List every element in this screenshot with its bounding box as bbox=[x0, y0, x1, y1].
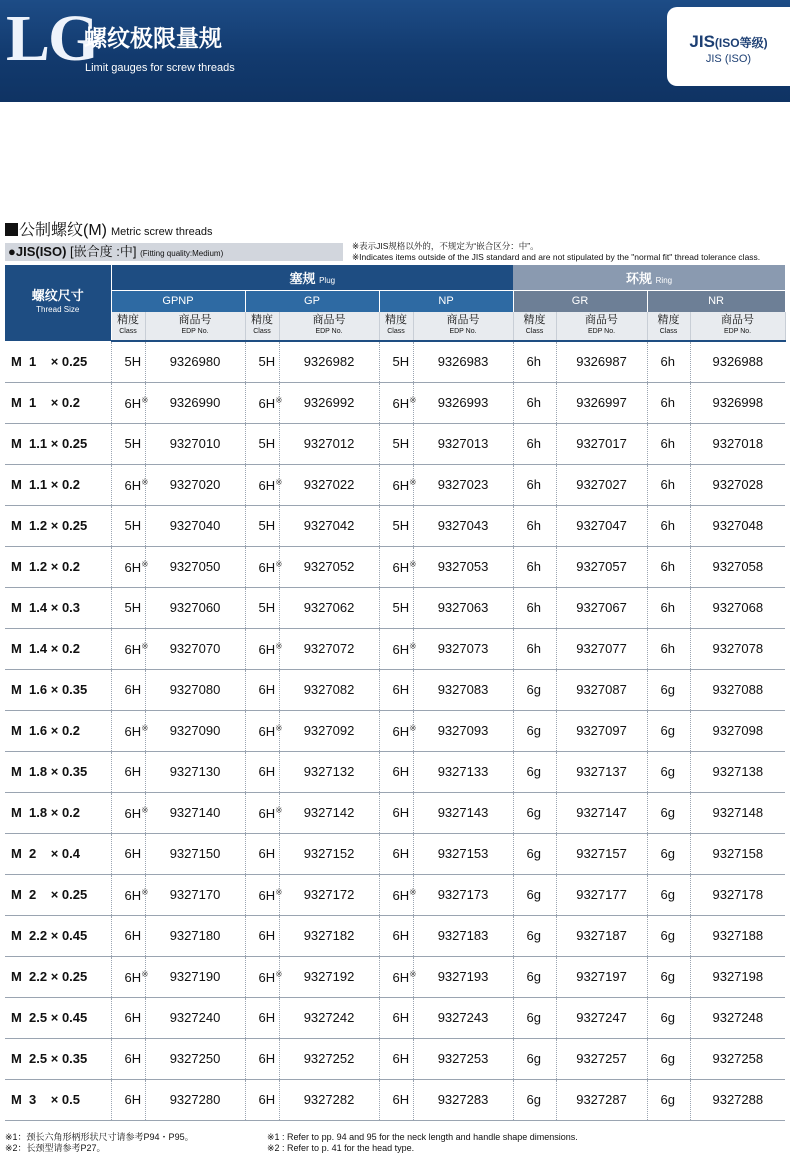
edp-cell: 9327057 bbox=[556, 546, 647, 587]
edp-cell: 9326997 bbox=[556, 382, 647, 423]
asterisk-mark: ※ bbox=[409, 394, 417, 405]
edp-cell: 9327012 bbox=[279, 423, 379, 464]
class-cell: 6H※ bbox=[379, 464, 413, 505]
class-cell: 6H※ bbox=[245, 382, 279, 423]
asterisk-mark: ※ bbox=[409, 476, 417, 487]
class-cell: 6h bbox=[647, 546, 690, 587]
class-cell: 6H bbox=[245, 997, 279, 1038]
group-header-np: NP bbox=[379, 290, 513, 312]
class-cell: 6H bbox=[379, 792, 413, 833]
thread-size-cell: M 1.6 × 0.2 bbox=[5, 710, 111, 751]
class-cell: 6H※ bbox=[379, 546, 413, 587]
class-cell: 5H bbox=[245, 505, 279, 546]
edp-cell: 9326988 bbox=[690, 341, 785, 382]
table-row bbox=[5, 464, 785, 505]
thread-size-cell: M 1.4 × 0.2 bbox=[5, 628, 111, 669]
edp-cell: 9327180 bbox=[145, 915, 245, 956]
class-cell: 6g bbox=[513, 997, 556, 1038]
class-column-header: 精度 Class bbox=[245, 312, 279, 341]
class-cell: 6g bbox=[513, 915, 556, 956]
group-header-nr: NR bbox=[647, 290, 785, 312]
class-cell: 6H※ bbox=[111, 464, 145, 505]
thread-size-cell: M 1.1 × 0.25 bbox=[5, 423, 111, 464]
standard-badge-sub: JIS (ISO) bbox=[705, 53, 752, 65]
class-cell: 6h bbox=[513, 423, 556, 464]
edp-cell: 9327072 bbox=[279, 628, 379, 669]
class-column-header: 精度 Class bbox=[513, 312, 556, 341]
edp-cell: 9327062 bbox=[279, 587, 379, 628]
edp-cell: 9327193 bbox=[413, 956, 513, 997]
class-cell: 5H bbox=[379, 505, 413, 546]
asterisk-mark: ※ bbox=[275, 394, 283, 405]
class-cell: 6H bbox=[111, 669, 145, 710]
edp-cell: 9327287 bbox=[556, 1079, 647, 1120]
thread-size-cell: M 2.2 × 0.45 bbox=[5, 915, 111, 956]
edp-cell: 9327022 bbox=[279, 464, 379, 505]
edp-cell: 9327040 bbox=[145, 505, 245, 546]
thread-size-cell: M 1 × 0.25 bbox=[5, 341, 111, 382]
edp-cell: 9327253 bbox=[413, 1038, 513, 1079]
class-cell: 6H※ bbox=[245, 628, 279, 669]
edp-column-header: 商品号 EDP No. bbox=[145, 312, 245, 341]
edp-cell: 9327020 bbox=[145, 464, 245, 505]
edp-cell: 9326983 bbox=[413, 341, 513, 382]
edp-cell: 9327010 bbox=[145, 423, 245, 464]
edp-cell: 9327092 bbox=[279, 710, 379, 751]
asterisk-mark: ※ bbox=[409, 968, 417, 979]
asterisk-mark: ※ bbox=[275, 804, 283, 815]
section-title: 公制螺纹(M) Metric screw threads bbox=[5, 222, 212, 241]
edp-cell: 9327248 bbox=[690, 997, 785, 1038]
edp-cell: 9327130 bbox=[145, 751, 245, 792]
class-cell: 6g bbox=[513, 792, 556, 833]
edp-cell: 9327067 bbox=[556, 587, 647, 628]
footnotes-cn: ※1：颈长六角形柄形状尺寸请参考P94・P95。 ※2：长颈型请参考P27。 bbox=[5, 1132, 194, 1153]
edp-cell: 9327142 bbox=[279, 792, 379, 833]
class-cell: 6g bbox=[647, 792, 690, 833]
edp-cell: 9327018 bbox=[690, 423, 785, 464]
class-cell: 6H※ bbox=[111, 792, 145, 833]
class-cell: 6H※ bbox=[245, 874, 279, 915]
edp-cell: 9327252 bbox=[279, 1038, 379, 1079]
asterisk-mark: ※ bbox=[275, 886, 283, 897]
class-cell: 6H※ bbox=[111, 546, 145, 587]
class-cell: 6h bbox=[647, 628, 690, 669]
class-cell: 6H※ bbox=[379, 628, 413, 669]
asterisk-mark: ※ bbox=[409, 886, 417, 897]
class-cell: 6g bbox=[513, 874, 556, 915]
asterisk-mark: ※ bbox=[275, 968, 283, 979]
class-cell: 6H bbox=[111, 833, 145, 874]
plug-header: 塞规 Plug bbox=[111, 265, 513, 290]
edp-cell: 9327178 bbox=[690, 874, 785, 915]
edp-cell: 9327060 bbox=[145, 587, 245, 628]
class-cell: 6H※ bbox=[245, 956, 279, 997]
edp-cell: 9327153 bbox=[413, 833, 513, 874]
edp-cell: 9327042 bbox=[279, 505, 379, 546]
table-row bbox=[5, 587, 785, 628]
class-column-header: 精度 Class bbox=[647, 312, 690, 341]
edp-cell: 9327177 bbox=[556, 874, 647, 915]
asterisk-mark: ※ bbox=[409, 722, 417, 733]
edp-column-header: 商品号 EDP No. bbox=[690, 312, 785, 341]
class-cell: 6g bbox=[513, 1038, 556, 1079]
class-cell: 6h bbox=[647, 464, 690, 505]
class-cell: 6H bbox=[379, 669, 413, 710]
edp-cell: 9327187 bbox=[556, 915, 647, 956]
class-cell: 5H bbox=[111, 341, 145, 382]
class-cell: 6g bbox=[647, 710, 690, 751]
edp-cell: 9327063 bbox=[413, 587, 513, 628]
square-bullet-icon bbox=[5, 223, 18, 236]
edp-cell: 9326980 bbox=[145, 341, 245, 382]
class-cell: 5H bbox=[245, 423, 279, 464]
thread-size-cell: M 1.1 × 0.2 bbox=[5, 464, 111, 505]
edp-cell: 9326987 bbox=[556, 341, 647, 382]
edp-cell: 9327192 bbox=[279, 956, 379, 997]
edp-cell: 9327198 bbox=[690, 956, 785, 997]
class-cell: 6H※ bbox=[245, 464, 279, 505]
asterisk-mark: ※ bbox=[141, 968, 149, 979]
edp-cell: 9327097 bbox=[556, 710, 647, 751]
class-cell: 6H bbox=[245, 1079, 279, 1120]
class-cell: 6H bbox=[111, 751, 145, 792]
class-cell: 6H bbox=[379, 751, 413, 792]
edp-cell: 9327083 bbox=[413, 669, 513, 710]
group-header-gr: GR bbox=[513, 290, 647, 312]
class-cell: 6g bbox=[513, 669, 556, 710]
header-banner bbox=[0, 0, 790, 102]
edp-cell: 9327070 bbox=[145, 628, 245, 669]
edp-cell: 9327138 bbox=[690, 751, 785, 792]
table-row bbox=[5, 833, 785, 874]
thread-size-cell: M 2.5 × 0.45 bbox=[5, 997, 111, 1038]
edp-cell: 9327137 bbox=[556, 751, 647, 792]
thread-size-header: 螺纹尺寸 Thread Size bbox=[5, 265, 111, 341]
edp-cell: 9327087 bbox=[556, 669, 647, 710]
edp-cell: 9327173 bbox=[413, 874, 513, 915]
thread-size-cell: M 1.8 × 0.2 bbox=[5, 792, 111, 833]
class-cell: 6H bbox=[379, 997, 413, 1038]
class-cell: 6H※ bbox=[111, 710, 145, 751]
class-cell: 5H bbox=[379, 423, 413, 464]
edp-cell: 9327068 bbox=[690, 587, 785, 628]
class-cell: 6H※ bbox=[245, 792, 279, 833]
class-cell: 6H bbox=[111, 1079, 145, 1120]
thread-size-cell: M 1.2 × 0.2 bbox=[5, 546, 111, 587]
class-cell: 5H bbox=[245, 587, 279, 628]
table-row bbox=[5, 792, 785, 833]
class-cell: 6g bbox=[647, 1079, 690, 1120]
class-cell: 6h bbox=[647, 341, 690, 382]
class-cell: 5H bbox=[379, 341, 413, 382]
edp-cell: 9327027 bbox=[556, 464, 647, 505]
edp-cell: 9327147 bbox=[556, 792, 647, 833]
class-cell: 6H bbox=[111, 915, 145, 956]
edp-cell: 9327052 bbox=[279, 546, 379, 587]
edp-cell: 9326982 bbox=[279, 341, 379, 382]
class-cell: 6H bbox=[379, 1038, 413, 1079]
edp-cell: 9327073 bbox=[413, 628, 513, 669]
class-cell: 6H bbox=[245, 833, 279, 874]
thread-size-cell: M 2 × 0.25 bbox=[5, 874, 111, 915]
edp-cell: 9327282 bbox=[279, 1079, 379, 1120]
asterisk-mark: ※ bbox=[141, 558, 149, 569]
class-cell: 6g bbox=[513, 1079, 556, 1120]
edp-cell: 9326993 bbox=[413, 382, 513, 423]
class-cell: 6H※ bbox=[111, 956, 145, 997]
class-cell: 6H※ bbox=[379, 710, 413, 751]
class-cell: 6g bbox=[647, 669, 690, 710]
page-title: 螺纹极限量规 bbox=[84, 25, 222, 51]
class-cell: 6H bbox=[379, 1079, 413, 1120]
page-subtitle: Limit gauges for screw threads bbox=[85, 62, 235, 74]
table-row bbox=[5, 956, 785, 997]
asterisk-mark: ※ bbox=[141, 394, 149, 405]
class-cell: 6H bbox=[245, 1038, 279, 1079]
asterisk-mark: ※ bbox=[409, 640, 417, 651]
class-cell: 6g bbox=[647, 997, 690, 1038]
table-row bbox=[5, 1038, 785, 1079]
class-cell: 5H bbox=[379, 587, 413, 628]
asterisk-mark: ※ bbox=[275, 722, 283, 733]
edp-cell: 9327257 bbox=[556, 1038, 647, 1079]
product-logo: LG bbox=[6, 2, 98, 75]
fit-quality-bar: ●JIS(ISO) [嵌合度 :中] (Fitting quality:Medium) bbox=[5, 243, 343, 261]
class-column-header: 精度 Class bbox=[379, 312, 413, 341]
standard-badge-main: JIS(ISO等级) bbox=[689, 32, 768, 51]
class-cell: 6g bbox=[513, 833, 556, 874]
edp-cell: 9327190 bbox=[145, 956, 245, 997]
edp-cell: 9327152 bbox=[279, 833, 379, 874]
edp-cell: 9327090 bbox=[145, 710, 245, 751]
class-cell: 6g bbox=[647, 1038, 690, 1079]
class-cell: 6g bbox=[647, 751, 690, 792]
edp-cell: 9327197 bbox=[556, 956, 647, 997]
edp-cell: 9327143 bbox=[413, 792, 513, 833]
class-cell: 6H bbox=[245, 751, 279, 792]
table-row bbox=[5, 423, 785, 464]
class-cell: 6H※ bbox=[379, 382, 413, 423]
edp-cell: 9327047 bbox=[556, 505, 647, 546]
edp-cell: 9327043 bbox=[413, 505, 513, 546]
asterisk-mark: ※ bbox=[275, 558, 283, 569]
class-cell: 6H※ bbox=[111, 382, 145, 423]
gauge-table bbox=[5, 265, 786, 1121]
table-row bbox=[5, 915, 785, 956]
thread-size-cell: M 1.2 × 0.25 bbox=[5, 505, 111, 546]
edp-cell: 9327157 bbox=[556, 833, 647, 874]
thread-size-cell: M 3 × 0.5 bbox=[5, 1079, 111, 1120]
edp-column-header: 商品号 EDP No. bbox=[556, 312, 647, 341]
edp-cell: 9326992 bbox=[279, 382, 379, 423]
class-cell: 5H bbox=[111, 505, 145, 546]
edp-cell: 9327080 bbox=[145, 669, 245, 710]
edp-cell: 9326990 bbox=[145, 382, 245, 423]
edp-cell: 9327098 bbox=[690, 710, 785, 751]
edp-cell: 9326998 bbox=[690, 382, 785, 423]
table-row bbox=[5, 341, 785, 382]
class-cell: 6H※ bbox=[245, 546, 279, 587]
edp-cell: 9327148 bbox=[690, 792, 785, 833]
edp-cell: 9327183 bbox=[413, 915, 513, 956]
class-cell: 6g bbox=[647, 956, 690, 997]
standard-badge bbox=[667, 7, 790, 86]
class-cell: 6H※ bbox=[111, 874, 145, 915]
table-row bbox=[5, 874, 785, 915]
edp-cell: 9327133 bbox=[413, 751, 513, 792]
footnotes-en: ※1 : Refer to pp. 94 and 95 for the neck length and handle shape dimensions. ※2 : Refer to p. 41 for the head type. bbox=[267, 1132, 578, 1153]
thread-size-cell: M 1.4 × 0.3 bbox=[5, 587, 111, 628]
class-cell: 6h bbox=[513, 464, 556, 505]
edp-cell: 9327050 bbox=[145, 546, 245, 587]
edp-cell: 9327140 bbox=[145, 792, 245, 833]
table-row bbox=[5, 505, 785, 546]
thread-size-cell: M 2 × 0.4 bbox=[5, 833, 111, 874]
class-cell: 6h bbox=[647, 382, 690, 423]
thread-size-cell: M 2.5 × 0.35 bbox=[5, 1038, 111, 1079]
table-row bbox=[5, 710, 785, 751]
asterisk-mark: ※ bbox=[275, 476, 283, 487]
edp-cell: 9327243 bbox=[413, 997, 513, 1038]
edp-cell: 9327250 bbox=[145, 1038, 245, 1079]
class-cell: 6H※ bbox=[379, 956, 413, 997]
class-cell: 6H※ bbox=[245, 710, 279, 751]
asterisk-mark: ※ bbox=[141, 640, 149, 651]
table-row bbox=[5, 628, 785, 669]
class-column-header: 精度 Class bbox=[111, 312, 145, 341]
edp-cell: 9327188 bbox=[690, 915, 785, 956]
edp-cell: 9327283 bbox=[413, 1079, 513, 1120]
asterisk-mark: ※ bbox=[141, 476, 149, 487]
class-cell: 6g bbox=[513, 956, 556, 997]
edp-cell: 9327082 bbox=[279, 669, 379, 710]
class-cell: 5H bbox=[111, 423, 145, 464]
class-cell: 6g bbox=[647, 915, 690, 956]
class-cell: 6h bbox=[513, 382, 556, 423]
class-cell: 6h bbox=[513, 628, 556, 669]
table-row bbox=[5, 997, 785, 1038]
class-cell: 6h bbox=[647, 505, 690, 546]
edp-column-header: 商品号 EDP No. bbox=[413, 312, 513, 341]
asterisk-mark: ※ bbox=[409, 558, 417, 569]
edp-cell: 9327132 bbox=[279, 751, 379, 792]
asterisk-mark: ※ bbox=[141, 804, 149, 815]
class-cell: 6g bbox=[647, 874, 690, 915]
class-cell: 6h bbox=[513, 587, 556, 628]
edp-cell: 9327088 bbox=[690, 669, 785, 710]
class-cell: 5H bbox=[245, 341, 279, 382]
class-cell: 6H bbox=[245, 669, 279, 710]
thread-size-cell: M 1.8 × 0.35 bbox=[5, 751, 111, 792]
class-cell: 6h bbox=[513, 505, 556, 546]
class-cell: 6h bbox=[513, 341, 556, 382]
asterisk-mark: ※ bbox=[141, 886, 149, 897]
edp-cell: 9327288 bbox=[690, 1079, 785, 1120]
class-cell: 6h bbox=[513, 546, 556, 587]
table-row bbox=[5, 1079, 785, 1120]
edp-cell: 9327093 bbox=[413, 710, 513, 751]
table-row bbox=[5, 751, 785, 792]
ring-header: 环规 Ring bbox=[513, 265, 785, 290]
edp-cell: 9327182 bbox=[279, 915, 379, 956]
class-cell: 5H bbox=[111, 587, 145, 628]
edp-cell: 9327017 bbox=[556, 423, 647, 464]
thread-size-cell: M 1 × 0.2 bbox=[5, 382, 111, 423]
edp-cell: 9327247 bbox=[556, 997, 647, 1038]
edp-cell: 9327280 bbox=[145, 1079, 245, 1120]
edp-column-header: 商品号 EDP No. bbox=[279, 312, 379, 341]
class-cell: 6h bbox=[647, 587, 690, 628]
class-cell: 6H※ bbox=[111, 628, 145, 669]
table-row bbox=[5, 546, 785, 587]
edp-cell: 9327242 bbox=[279, 997, 379, 1038]
thread-size-cell: M 1.6 × 0.35 bbox=[5, 669, 111, 710]
edp-cell: 9327172 bbox=[279, 874, 379, 915]
table-row bbox=[5, 669, 785, 710]
edp-cell: 9327077 bbox=[556, 628, 647, 669]
class-cell: 6H bbox=[245, 915, 279, 956]
class-cell: 6g bbox=[513, 710, 556, 751]
edp-cell: 9327048 bbox=[690, 505, 785, 546]
class-cell: 6H※ bbox=[379, 874, 413, 915]
asterisk-mark: ※ bbox=[141, 722, 149, 733]
edp-cell: 9327058 bbox=[690, 546, 785, 587]
edp-cell: 9327013 bbox=[413, 423, 513, 464]
class-cell: 6g bbox=[647, 833, 690, 874]
class-cell: 6g bbox=[513, 751, 556, 792]
class-cell: 6H bbox=[111, 997, 145, 1038]
class-cell: 6H bbox=[111, 1038, 145, 1079]
edp-cell: 9327258 bbox=[690, 1038, 785, 1079]
edp-cell: 9327158 bbox=[690, 833, 785, 874]
edp-cell: 9327150 bbox=[145, 833, 245, 874]
asterisk-mark: ※ bbox=[275, 640, 283, 651]
edp-cell: 9327053 bbox=[413, 546, 513, 587]
class-cell: 6H bbox=[379, 833, 413, 874]
thread-size-cell: M 2.2 × 0.25 bbox=[5, 956, 111, 997]
asterisk-note: ※表示JIS规格以外的，不规定为“嵌合区分：中”。 ※Indicates items outside of the JIS standard and are not stipulated by the "normal fit" thread tolerance class. bbox=[352, 241, 761, 262]
edp-cell: 9327240 bbox=[145, 997, 245, 1038]
group-header-gp: GP bbox=[245, 290, 379, 312]
edp-cell: 9327023 bbox=[413, 464, 513, 505]
class-cell: 6h bbox=[647, 423, 690, 464]
group-header-gpnp: GPNP bbox=[111, 290, 245, 312]
table-row bbox=[5, 382, 785, 423]
edp-cell: 9327078 bbox=[690, 628, 785, 669]
edp-cell: 9327028 bbox=[690, 464, 785, 505]
edp-cell: 9327170 bbox=[145, 874, 245, 915]
class-cell: 6H bbox=[379, 915, 413, 956]
